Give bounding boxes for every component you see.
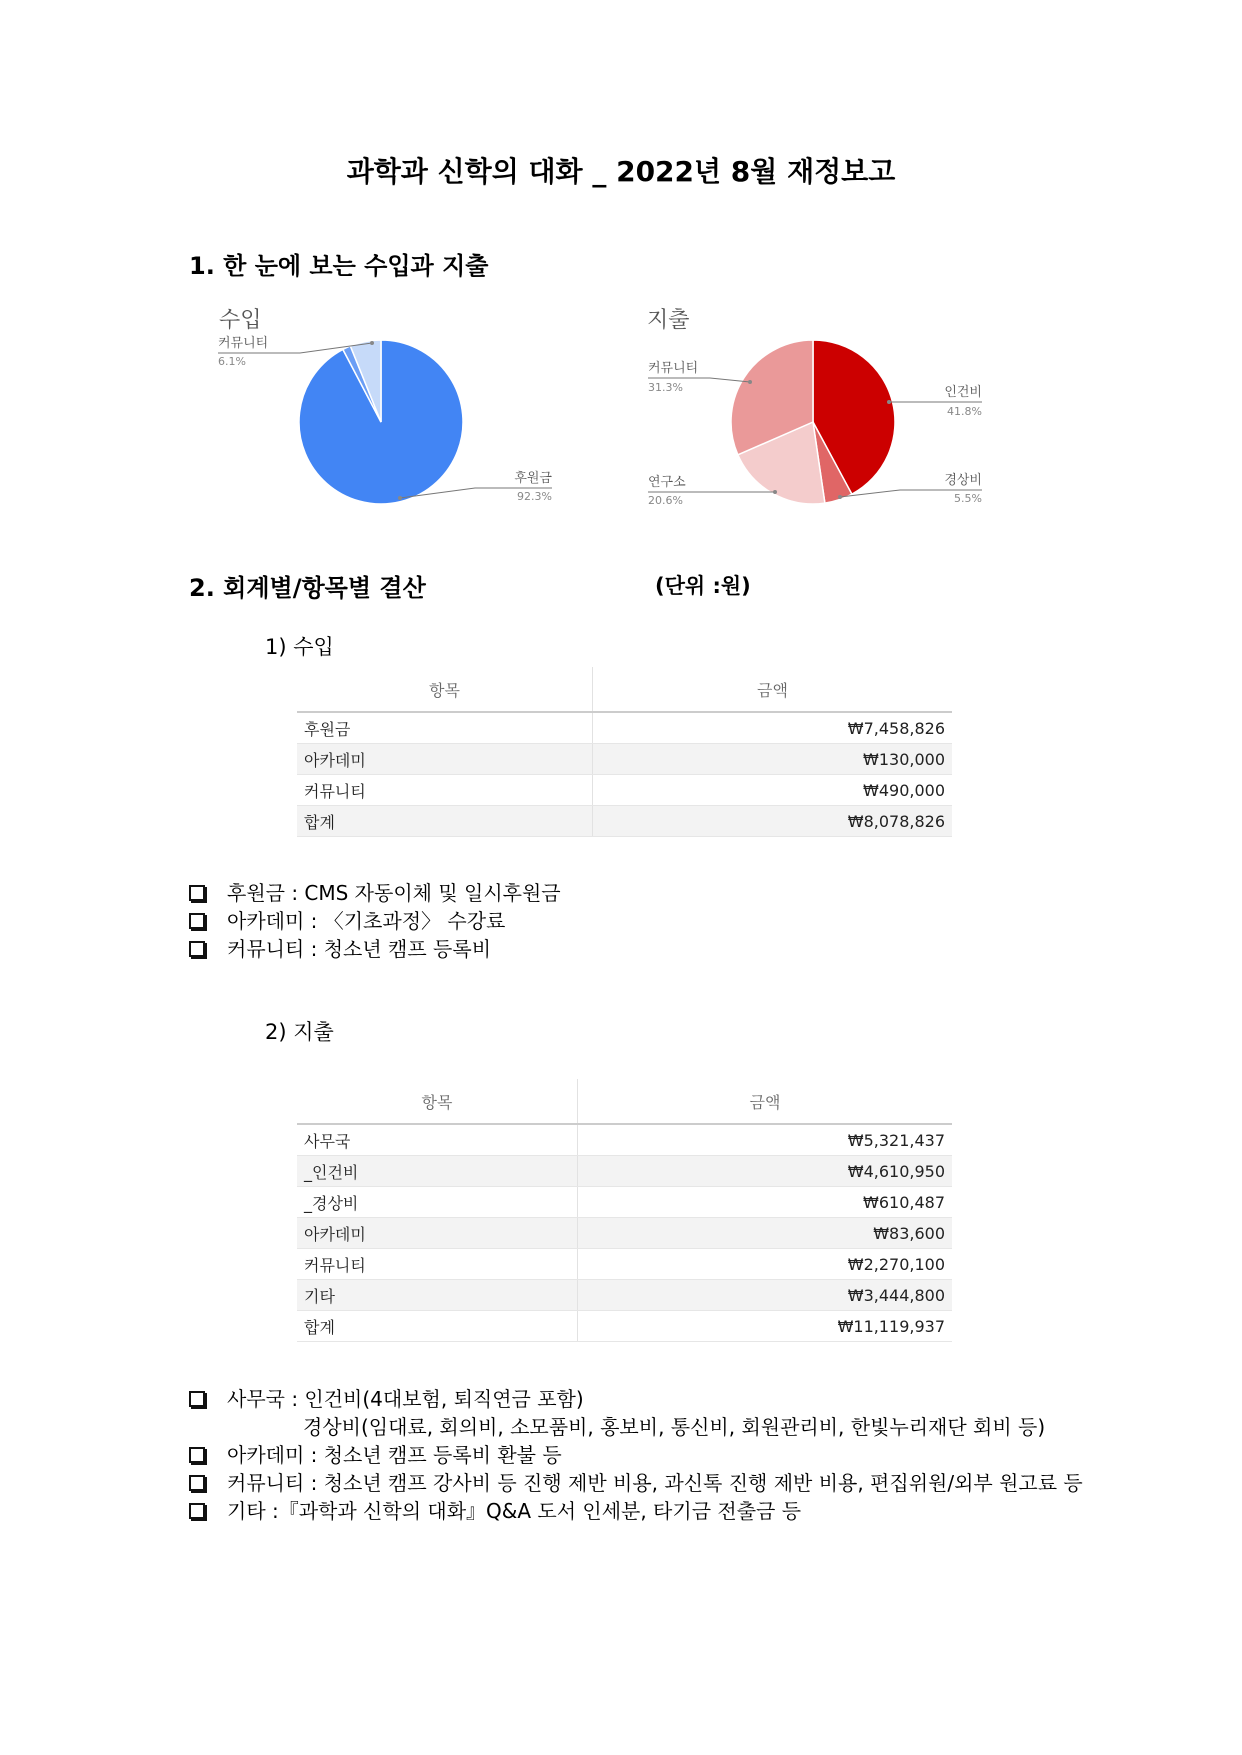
list-item: 사무국 : 인건비(4대보험, 퇴직연금 포함) — [189, 1385, 1083, 1413]
income-pie-chart — [200, 330, 580, 530]
income-notes — [189, 879, 561, 963]
list-item: 아카데미 : 〈기초과정〉 수강료 — [189, 907, 561, 935]
income-item: 합계 — [297, 806, 593, 837]
label-연구소: 연구소 — [648, 475, 686, 490]
income-chart-title: 수입 — [219, 308, 262, 333]
expense-item: 커뮤니티 — [297, 1249, 578, 1280]
income-amount: ₩8,078,826 — [593, 806, 953, 837]
value-인건비: 41.8% — [947, 405, 982, 418]
table-row — [297, 1280, 952, 1311]
label-커뮤니티: 커뮤니티 — [648, 361, 699, 376]
table-row — [297, 1311, 952, 1342]
value-후원금: 92.3% — [517, 490, 552, 503]
expense-item: _인건비 — [297, 1156, 578, 1187]
income-header-amount: 금액 — [593, 667, 953, 712]
income-amount: ₩7,458,826 — [593, 712, 953, 744]
section-1-title: 1. 한 눈에 보는 수입과 지출 — [189, 252, 489, 280]
page-title: 과학과 신학의 대화 _ 2022년 8월 재정보고 — [346, 155, 896, 188]
label-인건비: 인건비 — [944, 385, 982, 400]
income-item: 커뮤니티 — [297, 775, 593, 806]
income-item: 아카데미 — [297, 744, 593, 775]
table-row — [297, 1218, 952, 1249]
checkbox-bullet-icon — [189, 885, 205, 901]
expense-item: 사무국 — [297, 1124, 578, 1156]
leader-dot-인건비 — [887, 400, 891, 404]
table-row — [297, 1156, 952, 1187]
income-header-item: 항목 — [297, 667, 593, 712]
value-연구소: 20.6% — [648, 494, 683, 507]
value-커뮤니티: 6.1% — [218, 355, 246, 368]
section-2-title: 2. 회계별/항목별 결산 — [189, 574, 426, 602]
list-item-continuation: 경상비(임대료, 회의비, 소모품비, 홍보비, 통신비, 회원관리비, 한빛누리재단 회비 등) — [303, 1415, 1046, 1439]
checkbox-bullet-icon — [189, 1447, 205, 1463]
leader-dot-연구소 — [773, 490, 777, 494]
list-item: 커뮤니티 : 청소년 캠프 등록비 — [189, 935, 561, 963]
table-row — [297, 1249, 952, 1280]
checkbox-bullet-icon — [189, 913, 205, 929]
expense-amount: ₩4,610,950 — [578, 1156, 953, 1187]
value-커뮤니티: 31.3% — [648, 381, 683, 394]
list-item: 커뮤니티 : 청소년 캠프 강사비 등 진행 제반 비용, 과신톡 진행 제반 비용, 편집위원/외부 원고료 등 — [189, 1469, 1083, 1497]
expense-header-amount: 금액 — [578, 1079, 953, 1124]
label-커뮤니티: 커뮤니티 — [218, 336, 269, 351]
table-row — [297, 806, 952, 837]
expense-pie-chart — [630, 330, 1010, 530]
expense-amount: ₩3,444,800 — [578, 1280, 953, 1311]
expense-item: 합계 — [297, 1311, 578, 1342]
income-amount: ₩490,000 — [593, 775, 953, 806]
checkbox-bullet-icon — [189, 1503, 205, 1519]
table-row — [297, 712, 952, 744]
income-heading: 1) 수입 — [265, 635, 334, 659]
expense-chart-title: 지출 — [647, 308, 690, 333]
expense-heading: 2) 지출 — [265, 1020, 334, 1044]
leader-dot-커뮤니티 — [748, 380, 752, 384]
income-amount: ₩130,000 — [593, 744, 953, 775]
expense-item: 아카데미 — [297, 1218, 578, 1249]
income-table — [297, 667, 952, 837]
income-item: 후원금 — [297, 712, 593, 744]
expense-amount: ₩610,487 — [578, 1187, 953, 1218]
expense-notes — [189, 1385, 1083, 1525]
expense-amount: ₩83,600 — [578, 1218, 953, 1249]
table-row — [297, 775, 952, 806]
list-item: 아카데미 : 청소년 캠프 등록비 환불 등 — [189, 1441, 1083, 1469]
list-item: 후원금 : CMS 자동이체 및 일시후원금 — [189, 879, 561, 907]
expense-table — [297, 1079, 952, 1342]
checkbox-bullet-icon — [189, 1391, 205, 1407]
label-경상비: 경상비 — [944, 473, 982, 488]
value-경상비: 5.5% — [954, 492, 982, 505]
checkbox-bullet-icon — [189, 1475, 205, 1491]
label-후원금: 후원금 — [514, 471, 552, 486]
expense-amount: ₩5,321,437 — [578, 1124, 953, 1156]
expense-amount: ₩2,270,100 — [578, 1249, 953, 1280]
expense-item: 기타 — [297, 1280, 578, 1311]
table-row — [297, 1187, 952, 1218]
list-item: 기타 :『과학과 신학의 대화』Q&A 도서 인세분, 타기금 전출금 등 — [189, 1497, 1083, 1525]
checkbox-bullet-icon — [189, 941, 205, 957]
table-row — [297, 1124, 952, 1156]
expense-header-item: 항목 — [297, 1079, 578, 1124]
table-row — [297, 744, 952, 775]
leader-dot-후원금 — [398, 496, 402, 500]
leader-dot-커뮤니티 — [370, 341, 374, 345]
expense-amount: ₩11,119,937 — [578, 1311, 953, 1342]
leader-dot-경상비 — [838, 495, 842, 499]
expense-item: _경상비 — [297, 1187, 578, 1218]
unit-label: (단위 :원) — [655, 574, 751, 598]
